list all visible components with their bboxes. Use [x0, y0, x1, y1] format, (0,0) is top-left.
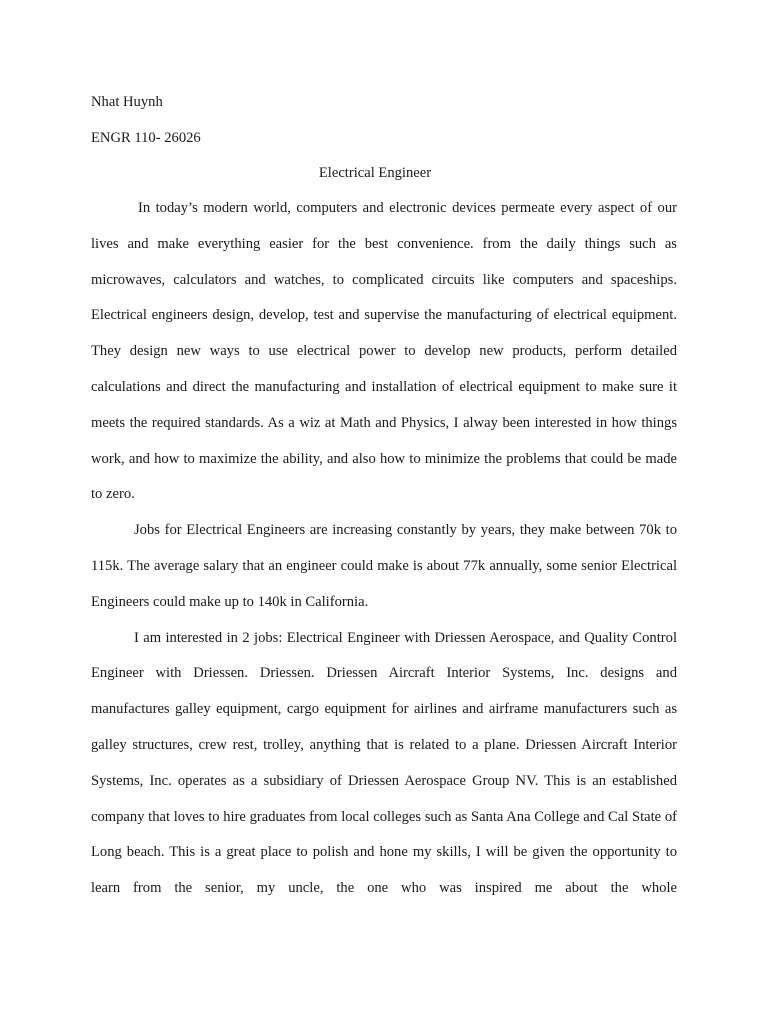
- paragraph-1: In today’s modern world, computers and electronic devices permeate every aspect of our lives and make everything easier for the best convenience. from the daily things such as microwaves, calculators and watches, to complicated circuits like computers and spaceships. Electrical engineers design, develop, test and supervise the manufacturing of electrical equipment. They design new ways to use electrical power to develop new products, perform detailed calculations and direct the manufacturing and installation of electrical equipment to make sure it meets the required standards. As a wiz at Math and Physics, I alway been interested in how things work, and how to maximize the ability, and also how to minimize the problems that could be made to zero.: [91, 200, 677, 503]
- course-code: ENGR 110- 26026: [91, 130, 201, 146]
- paragraph-2: Jobs for Electrical Engineers are increasing constantly by years, they make between 70k to 115k. The average salary that an engineer could make is about 77k annually, some senior Electrical Engineers could make up to 140k in California.: [91, 522, 677, 610]
- document-title: Electrical Engineer: [318, 165, 432, 181]
- essay-body: [91, 191, 677, 907]
- author-name: Nhat Huynh: [91, 94, 163, 110]
- paragraph-3: I am interested in 2 jobs: Electrical Engineer with Driessen Aerospace, and Quality Control Engineer with Driessen. Driessen. Driessen Aircraft Interior Systems, Inc. designs and manufactures galley equipment, cargo equipment for airlines and airframe manufacturers such as galley structures, crew rest, trolley, anything that is related to a plane. Driessen Aircraft Interior Systems, Inc. operates as a subsidiary of Driessen Aerospace Group NV. This is an established company that loves to hire graduates from local colleges such as Santa Ana College and Cal State of Long beach. This is a great place to polish and hone my skills, I will be given the opportunity to learn from the senior, my uncle, the one who was inspired me about the whole: [91, 629, 677, 897]
